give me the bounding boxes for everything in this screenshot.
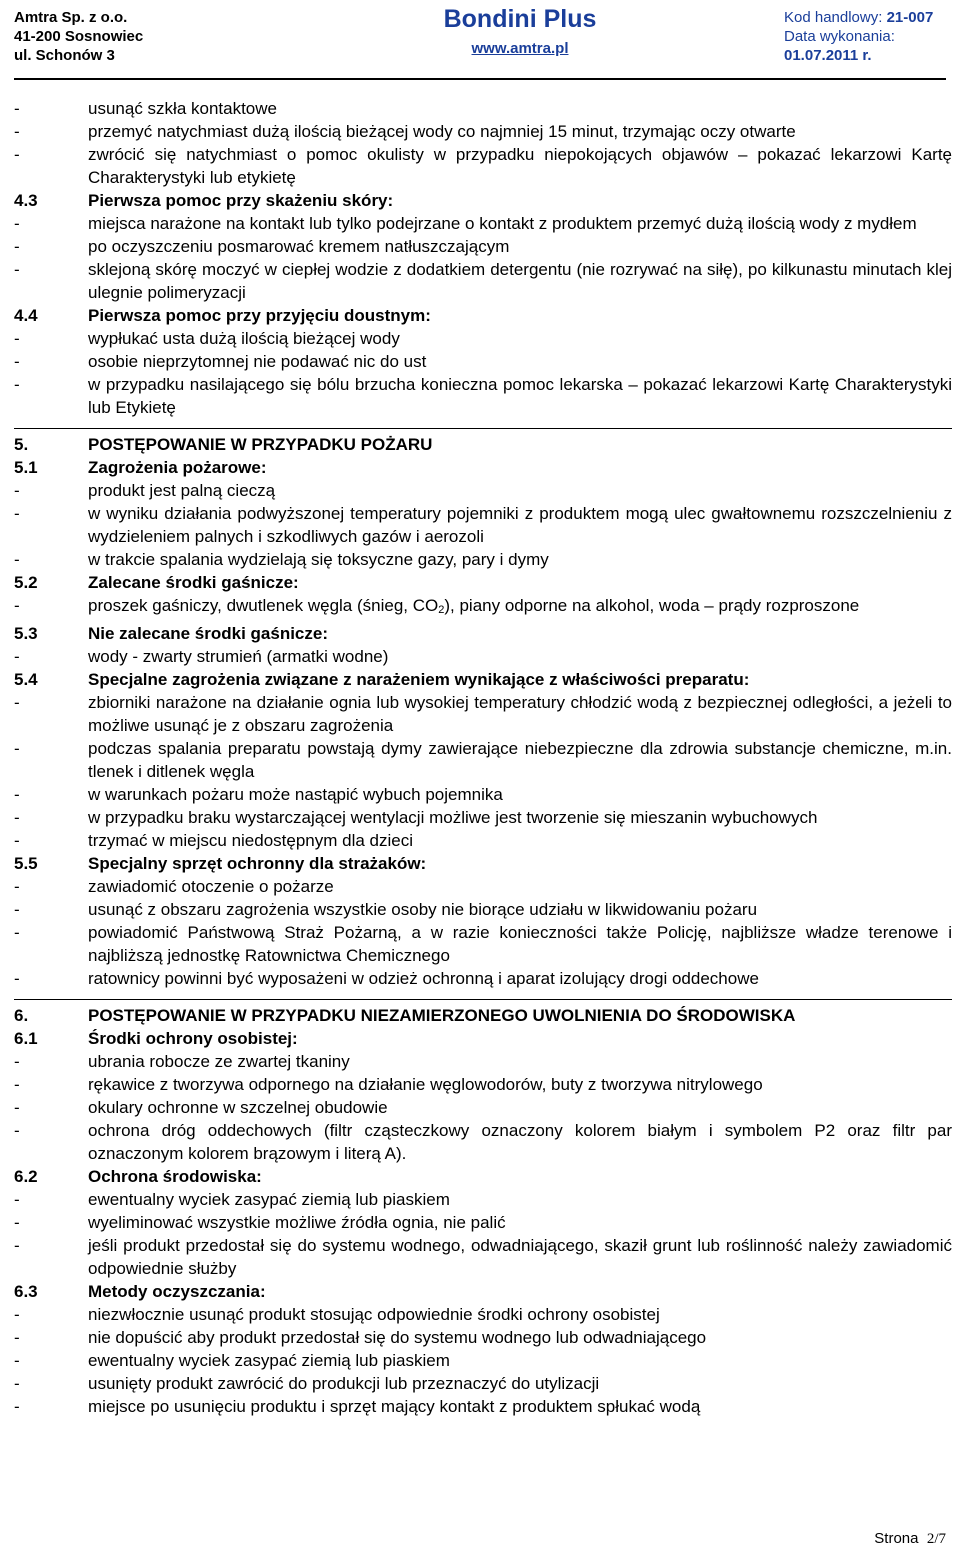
list-item [14,1303,952,1326]
section-number: 6. [14,1006,29,1025]
page-footer [874,1530,946,1548]
list-item-text: niezwłocznie usunąć produkt stosując odpowiednie środki ochrony osobistej [88,1305,660,1324]
list-item [14,548,952,571]
subsection-heading [14,668,952,691]
subsection-number: 5.2 [14,573,38,592]
bullet-dash: - [14,1397,20,1416]
list-item-text: ochrona dróg oddechowych (filtr cząsteczkowy oznaczony kolorem białym i symbolem P2 oraz filtr par oznaczonym kolorem brązowym i literą A). [88,1121,952,1163]
subsection-number: 5.5 [14,854,38,873]
list-item-text: zwrócić się natychmiast o pomoc okulisty w przypadku niepokojących objawów – pokazać lekarzowi Kartę Charakterystyki lub etykietę [88,145,952,187]
list-item [14,258,952,304]
bullet-dash: - [14,785,20,804]
list-item-text: produkt jest palną cieczą [88,481,276,500]
list-item [14,737,952,783]
list-item [14,829,952,852]
bullet-dash: - [14,214,20,233]
subsection-number: 6.1 [14,1029,38,1048]
company-street: ul. Schonów 3 [14,47,115,64]
list-item-text: miejsce po usunięciu produktu i sprzęt mający kontakt z produktem spłukać wodą [88,1397,701,1416]
list-item-text: ratownicy powinni być wyposażeni w odzież ochronną i aparat izolujący drogi oddechowe [88,969,759,988]
list-item [14,120,952,143]
list-item-text: nie dopuścić aby produkt przedostał się do systemu wodnego lub odwadniającego [88,1328,707,1347]
list-item [14,806,952,829]
company-url[interactable]: www.amtra.pl [471,40,569,57]
list-item [14,1188,952,1211]
list-item [14,1073,952,1096]
subsection-title: Specjalne zagrożenia związane z narażeniem wynikające z właściwości preparatu: [88,670,750,689]
subsection-number: 4.4 [14,306,38,325]
subsection-heading [14,1027,952,1050]
bullet-dash: - [14,923,20,942]
bullet-dash: - [14,481,20,500]
bullet-dash: - [14,969,20,988]
bullet-dash: - [14,99,20,118]
subsection-title: Zagrożenia pożarowe: [88,458,267,477]
bullet-dash: - [14,1328,20,1347]
list-item [14,921,952,967]
list-item-text: w przypadku nasilającego się bólu brzucha konieczna pomoc lekarska – pokazać lekarzowi Kartę Charakterystyki lub Etykietę [88,375,952,417]
list-item-text: rękawice z tworzywa odpornego na działanie węglowodorów, buty z tworzywa nitrylowego [88,1075,763,1094]
list-item-text: usunąć z obszaru zagrożenia wszystkie osoby nie biorące udziału w likwidowaniu pożaru [88,900,758,919]
list-item-text: podczas spalania preparatu powstają dymy zawierające niebezpieczne dla zdrowia substancje chemiczne, m.in. tlenek i ditlenek węgla [88,739,952,781]
subsection-number: 5.4 [14,670,38,689]
list-item-text: po oczyszczeniu posmarować kremem natłuszczającym [88,237,510,256]
bullet-dash: - [14,1190,20,1209]
list-item-text: zawiadomić otoczenie o pożarze [88,877,334,896]
list-item [14,1395,952,1418]
bullet-dash: - [14,1121,20,1140]
bullet-dash: - [14,693,20,712]
trade-code: 21-007 [886,9,934,26]
bullet-dash: - [14,122,20,141]
list-item [14,143,952,189]
date-value: 01.07.2011 r. [784,47,872,64]
subsection-title: Specjalny sprzęt ochronny dla strażaków: [88,854,427,873]
list-item-text: miejsca narażone na kontakt lub tylko podejrzane o kontakt z produktem przemyć dużą ilością wody z mydłem [88,214,917,233]
document-body [14,97,952,1418]
list-item [14,1050,952,1073]
subsection-number: 4.3 [14,191,38,210]
section-heading [14,999,952,1027]
bullet-dash: - [14,1213,20,1232]
section-title: POSTĘPOWANIE W PRZYPADKU NIEZAMIERZONEGO UWOLNIENIA DO ŚRODOWISKA [88,1006,796,1025]
bullet-dash: - [14,352,20,371]
list-item [14,691,952,737]
list-item [14,1234,952,1280]
list-item [14,1349,952,1372]
bullet-dash: - [14,504,20,523]
bullet-dash: - [14,145,20,164]
list-item-text: zbiorniki narażone na działanie ognia lub wysokiej temperatury chłodzić wodą z bezpiecznej odległości, a jeżeli to możliwe usunąć je z obszaru zagrożenia [88,693,952,735]
list-item-text: w wyniku działania podwyższonej temperatury pojemniki z produktem mogą ulec gwałtownemu rozszczelnieniu z wydzieleniem palnych i szkodliwych gazów i aerozoli [88,504,952,546]
list-item [14,1211,952,1234]
list-item-text: w warunkach pożaru może nastąpić wybuch pojemnika [88,785,503,804]
list-item [14,212,952,235]
bullet-dash: - [14,329,20,348]
subsection-title: Pierwsza pomoc przy skażeniu skóry: [88,191,394,210]
product-block [370,4,670,57]
bullet-dash: - [14,237,20,256]
list-item-text: trzymać w miejscu niedostępnym dla dzieci [88,831,414,850]
list-item [14,1326,952,1349]
list-item [14,1096,952,1119]
bullet-dash: - [14,375,20,394]
header-divider [14,78,946,80]
subsection-heading [14,1165,952,1188]
bullet-dash: - [14,877,20,896]
section-number: 5. [14,435,29,454]
section-heading [14,428,952,456]
subsection-title: Pierwsza pomoc przy przyjęciu doustnym: [88,306,431,325]
list-item [14,898,952,921]
list-item [14,645,952,668]
page-number: 2/7 [926,1531,946,1547]
subsection-number: 6.2 [14,1167,38,1186]
list-item [14,373,952,419]
subsection-number: 5.1 [14,458,38,477]
list-item [14,502,952,548]
list-item [14,479,952,502]
company-city: 41-200 Sosnowiec [14,28,144,45]
bullet-dash: - [14,1351,20,1370]
list-item [14,594,952,622]
bullet-dash: - [14,1236,20,1255]
list-item-text: ewentualny wyciek zasypać ziemią lub piaskiem [88,1351,450,1370]
page-header [0,0,960,78]
subsection-title: Nie zalecane środki gaśnicze: [88,624,328,643]
list-item-text: wyeliminować wszystkie możliwe źródła ognia, nie palić [88,1213,506,1232]
company-info [14,8,143,65]
list-item-text: usunięty produkt zawrócić do produkcji lub przeznaczyć do utylizacji [88,1374,600,1393]
list-item [14,783,952,806]
bullet-dash: - [14,1305,20,1324]
product-name: Bondini Plus [443,5,597,33]
subsection-title: Metody oczyszczania: [88,1282,266,1301]
list-item-text: powiadomić Państwową Straż Pożarną, a w razie konieczności także Policję, najbliższe władze terenowe i najbliższą jednostkę Ratownictwa Chemicznego [88,923,952,965]
list-item [14,875,952,898]
bullet-dash: - [14,647,20,666]
company-name: Amtra Sp. z o.o. [14,9,128,26]
list-item-text: okulary ochronne w szczelnej obudowie [88,1098,388,1117]
list-item [14,235,952,258]
subsection-heading [14,189,952,212]
bullet-dash: - [14,1374,20,1393]
list-item-text: ewentualny wyciek zasypać ziemią lub piaskiem [88,1190,450,1209]
subsection-heading [14,622,952,645]
bullet-dash: - [14,550,20,569]
list-item-text: sklejoną skórę moczyć w ciepłej wodzie z dodatkiem detergentu (nie rozrywać na siłę), po kilkunastu minutach klej ulegnie polimeryzacji [88,260,952,302]
list-item-text: usunąć szkła kontaktowe [88,99,277,118]
subsection-title: Środki ochrony osobistej: [88,1029,298,1048]
bullet-dash: - [14,739,20,758]
list-item-text: w trakcie spalania wydzielają się toksyczne gazy, pary i dymy [88,550,549,569]
list-item-text: ubrania robocze ze zwartej tkaniny [88,1052,350,1071]
subsection-heading [14,571,952,594]
list-item-text: wody - zwarty strumień (armatki wodne) [88,647,389,666]
bullet-dash: - [14,900,20,919]
list-item [14,1119,952,1165]
bullet-dash: - [14,831,20,850]
page-label: Strona [874,1530,919,1547]
bullet-dash: - [14,1098,20,1117]
section-title: POSTĘPOWANIE W PRZYPADKU POŻARU [88,435,433,454]
subsection-title: Zalecane środki gaśnicze: [88,573,299,592]
list-item-text: osobie nieprzytomnej nie podawać nic do ust [88,352,427,371]
subsection-heading [14,1280,952,1303]
document-meta [784,8,933,65]
trade-code-label: Kod handlowy: [784,9,883,26]
subsection-heading [14,456,952,479]
list-item [14,97,952,120]
subsection-number: 6.3 [14,1282,38,1301]
bullet-dash: - [14,1052,20,1071]
list-item-text: przemyć natychmiast dużą ilością bieżącej wody co najmniej 15 minut, trzymając oczy otwarte [88,122,796,141]
bullet-dash: - [14,596,20,615]
subsection-number: 5.3 [14,624,38,643]
subsection-heading [14,304,952,327]
date-label: Data wykonania: [784,28,895,45]
list-item [14,1372,952,1395]
list-item-text: jeśli produkt przedostał się do systemu wodnego, odwadniającego, skaził grunt lub roślinność należy zawiadomić odpowiednie służby [88,1236,952,1278]
bullet-dash: - [14,260,20,279]
bullet-dash: - [14,1075,20,1094]
subsection-heading [14,852,952,875]
list-item [14,350,952,373]
list-item-text: wypłukać usta dużą ilością bieżącej wody [88,329,400,348]
subsection-title: Ochrona środowiska: [88,1167,262,1186]
list-item [14,967,952,990]
bullet-dash: - [14,808,20,827]
list-item-text: w przypadku braku wystarczającej wentylacji możliwe jest tworzenie się mieszanin wybuchowych [88,808,818,827]
list-item [14,327,952,350]
list-item-text: proszek gaśniczy, dwutlenek węgla (śnieg, $CO_2$), piany odporne na alkohol, woda – prądy rozproszone [88,596,860,616]
